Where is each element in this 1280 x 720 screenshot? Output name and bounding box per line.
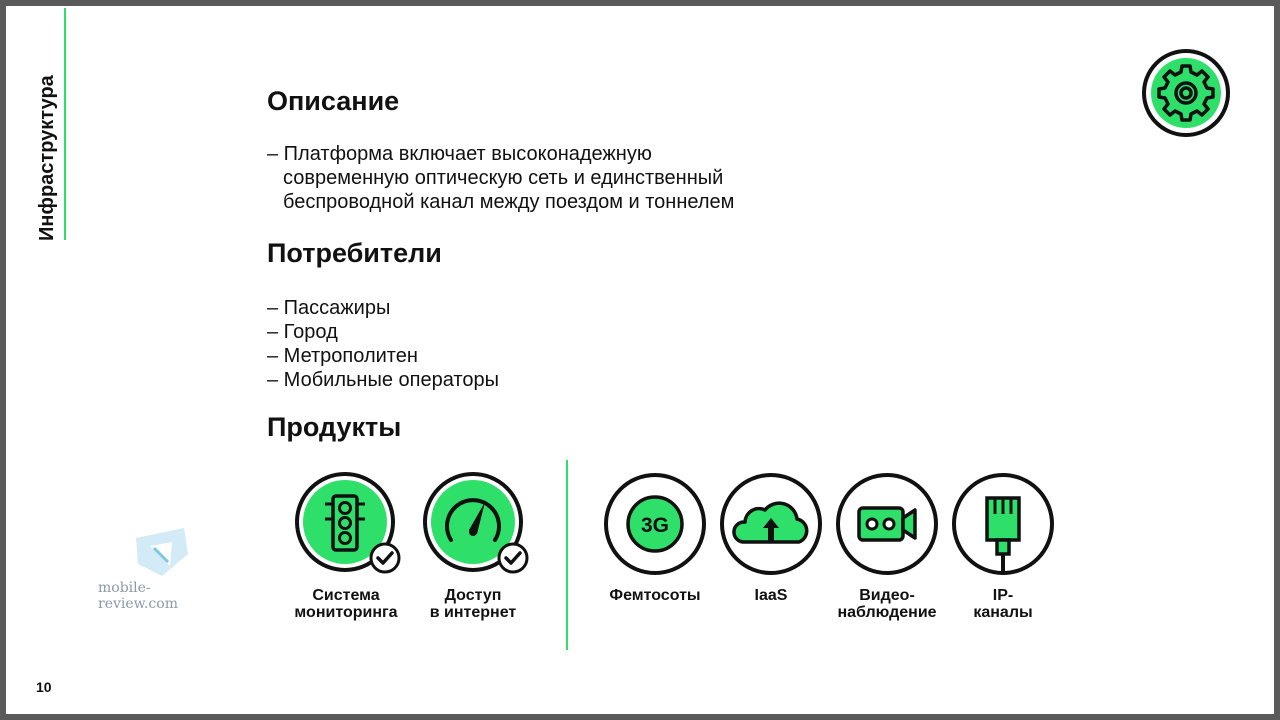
description-heading: Описание xyxy=(267,86,400,116)
product-label-line: в интернет xyxy=(429,604,517,621)
slide xyxy=(6,6,1274,714)
list-item: – Город xyxy=(267,321,338,343)
side-title: Инфраструктура xyxy=(36,75,58,241)
product-label-line: Фемтосоты xyxy=(609,587,701,604)
3g-icon xyxy=(603,472,707,581)
list-item: – Мобильные операторы xyxy=(267,369,499,391)
list-item: – Пассажиры xyxy=(267,297,391,319)
side-accent-line xyxy=(64,8,66,240)
product-label-line: IP- xyxy=(992,587,1014,604)
consumers-list xyxy=(267,296,499,392)
description-text xyxy=(267,142,734,214)
video-camera-icon xyxy=(835,472,939,581)
products-heading: Продукты xyxy=(267,412,402,442)
description-line: беспроводной канал между поездом и тоннелем xyxy=(283,191,735,213)
page-number: 10 xyxy=(36,679,52,695)
product-label-line: мониторинга xyxy=(294,604,398,621)
product-label-line: Видео- xyxy=(859,587,915,604)
product-label-line: каналы xyxy=(973,604,1033,621)
speedometer-icon xyxy=(423,472,535,581)
watermark-logo-icon xyxy=(132,524,192,580)
product-label-line: Система xyxy=(312,587,380,604)
product-label xyxy=(398,587,548,621)
cloud-upload-icon xyxy=(719,472,823,581)
gear-icon xyxy=(1141,48,1231,143)
product-label-line: наблюдение xyxy=(837,604,937,621)
description-line: – Платформа включает высоконадежную xyxy=(267,143,652,165)
checkmark-badge-icon xyxy=(371,544,399,572)
traffic-light-icon xyxy=(295,472,407,581)
product-label xyxy=(928,587,1078,621)
consumers-heading: Потребители xyxy=(267,238,442,268)
product-label-line: IaaS xyxy=(754,587,788,604)
checkmark-badge-icon xyxy=(499,544,527,572)
3g-icon-text: 3G xyxy=(640,514,670,537)
description-line: современную оптическую сеть и единственный xyxy=(283,167,724,189)
watermark-text: mobile-review.com xyxy=(98,580,178,612)
watermark xyxy=(98,524,228,612)
product-label-line: Доступ xyxy=(444,587,502,604)
products-divider xyxy=(566,460,568,650)
list-item: – Метрополитен xyxy=(267,345,418,367)
ethernet-plug-icon xyxy=(951,472,1055,581)
